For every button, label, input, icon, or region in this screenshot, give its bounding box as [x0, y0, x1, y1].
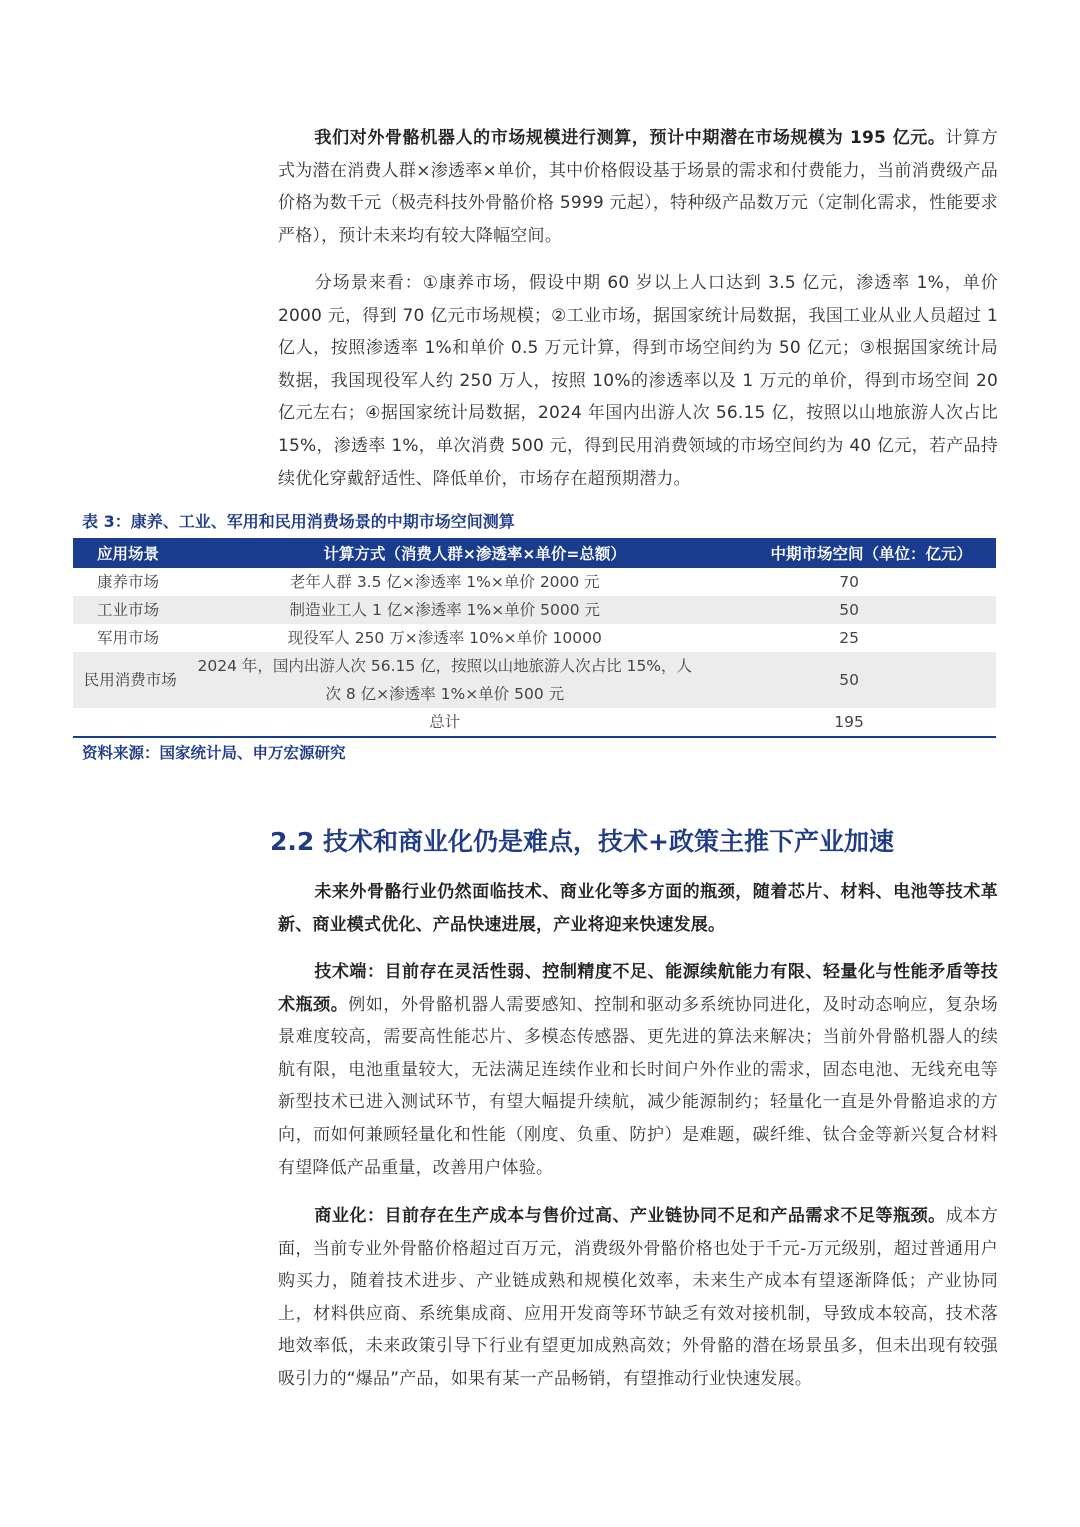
- paragraph-bottlenecks-bold: 未来外骨骼行业仍然面临技术、商业化等多方面的瓶颈，随着芯片、材料、电池等技术革新、商业模式优化、产品快速进展，产业将迎来快速发展。: [278, 882, 998, 935]
- table-header-method: 计算方式（消费人群×渗透率×单价=总额）: [187, 538, 702, 568]
- paragraph-commercialization: [278, 1200, 998, 1396]
- table-cell-value: 70: [839, 573, 859, 591]
- table-header-row: [73, 538, 996, 568]
- paragraph-technology-text: 例如，外骨骼机器人需要感知、控制和驱动多系统协同进化，及时动态响应，复杂场景难度较高，需要高性能芯片、多模态传感器、更先进的算法来解决；当前外骨骼机器人的续航有限，电池重量较大，无法满足连续作业和长时间户外作业的需求，固态电池、无线充电等新型技术已进入测试环节，有望大幅提升续航，减少能源制约；轻量化一直是外骨骼追求的方向，而如何兼顾轻量化和性能（刚度、负重、防护）是难题，碳纤维、钛合金等新兴复合材料有望降低产品重量，改善用户体验。: [278, 994, 998, 1178]
- paragraph-market-estimate: [278, 122, 998, 252]
- table-cell-total-value: 195: [702, 708, 996, 737]
- table-row: [73, 596, 996, 624]
- paragraph-technology-bold: 技术端：目前存在灵活性弱、控制精度不足、能源续航能力有限、轻量化与性能矛盾等技术瓶颈。: [278, 962, 998, 1015]
- paragraph-scenarios-text: 分场景来看：①康养市场，假设中期 60 岁以上人口达到 3.5 亿元，渗透率 1%，单价 2000 元，得到 70 亿元市场规模；②工业市场，据国家统计局数据，我国工业从业人员超过 1 亿人，按照渗透率 1%和单价 0.5 万元计算，得到市场空间约为 50 亿元；③根据国家统计局数据，我国现役军人约 250 万人，按照 10%的渗透率以及 1 万元的单价，得到市场空间 20 亿元左右；④据国家统计局数据，2024 年国内出游人次 56.15 亿，按照以山地旅游人次占比 15%，渗透率 1%，单次消费 500 元，得到民用消费领域的市场空间约为 40 亿元，若产品持续优化穿戴舒适性、降低单价，市场存在超预期潜力。: [278, 273, 998, 489]
- table-cell-method: 2024 年，国内出游人次 56.15 亿，按照以山地旅游人次占比 15%，人次 8 亿×渗透率 1%×单价 500 元: [187, 652, 702, 708]
- table-row: [73, 624, 996, 652]
- paragraph-market-estimate-text: 计算方式为潜在消费人群×渗透率×单价，其中价格假设基于场景的需求和付费能力，当前消费级产品价格为数千元（极壳科技外骨骼价格 5999 元起），特种级产品数万元（定制化需求，性能要求严格），预计未来均有较大降幅空间。: [278, 128, 998, 246]
- table-cell-scenario: 工业市场: [73, 596, 187, 624]
- table-cell-value: 50: [702, 596, 996, 624]
- table-header-scenario: 应用场景: [73, 538, 187, 568]
- table-cell-value: 50: [702, 652, 996, 708]
- table-cell-method: 制造业工人 1 亿×渗透率 1%×单价 5000 元: [187, 596, 702, 624]
- table-cell-method: 老年人群 3.5 亿×渗透率 1%×单价 2000 元: [289, 573, 600, 591]
- market-space-table: [73, 538, 996, 738]
- table-cell-value: 25: [839, 629, 859, 647]
- section-heading: 2.2 技术和商业化仍是难点，技术+政策主推下产业加速: [270, 827, 894, 856]
- table-row: [73, 568, 996, 596]
- table-cell-scenario: 康养市场: [97, 573, 160, 591]
- table-row-total: [73, 708, 996, 737]
- paragraph-commercialization-bold: 商业化：目前存在生产成本与售价过高、产业链协同不足和产品需求不足等瓶颈。: [314, 1206, 946, 1226]
- paragraph-bottlenecks: [278, 876, 998, 941]
- paragraph-commercialization-text: 成本方面，当前专业外骨骼价格超过百万元，消费级外骨骼价格也处于千元-万元级别，超过普通用户购买力，随着技术进步、产业链成熟和规模化效率，未来生产成本有望逐渐降低；产业协同上，材料供应商、系统集成商、应用开发商等环节缺乏有效对接机制，导致成本较高，技术落地效率低，未来政策引导下行业有望更加成熟高效；外骨骼的潜在场景虽多，但未出现有较强吸引力的“爆品”产品，如果有某一产品畅销，有望推动行业快速发展。: [278, 1206, 998, 1389]
- table-cell-scenario: 军用市场: [97, 629, 160, 647]
- paragraph-scenarios: [278, 267, 998, 495]
- table-cell-scenario: 民用消费市场: [73, 652, 187, 708]
- table-header-market-space: 中期市场空间（单位：亿元）: [702, 538, 996, 568]
- table-source: 资料来源：国家统计局、申万宏源研究: [82, 744, 346, 762]
- table-title: 表 3：康养、工业、军用和民用消费场景的中期市场空间测算: [82, 512, 515, 531]
- table-cell-scenario: [73, 708, 187, 737]
- paragraph-market-estimate-bold: 我们对外骨骼机器人的市场规模进行测算，预计中期潜在市场规模为 195 亿元。: [314, 128, 946, 148]
- table-cell-method: 现役军人 250 万×渗透率 10%×单价 10000: [287, 629, 602, 647]
- table-row: [73, 652, 996, 708]
- paragraph-technology: [278, 956, 998, 1184]
- table-cell-total-label: 总计: [187, 708, 702, 737]
